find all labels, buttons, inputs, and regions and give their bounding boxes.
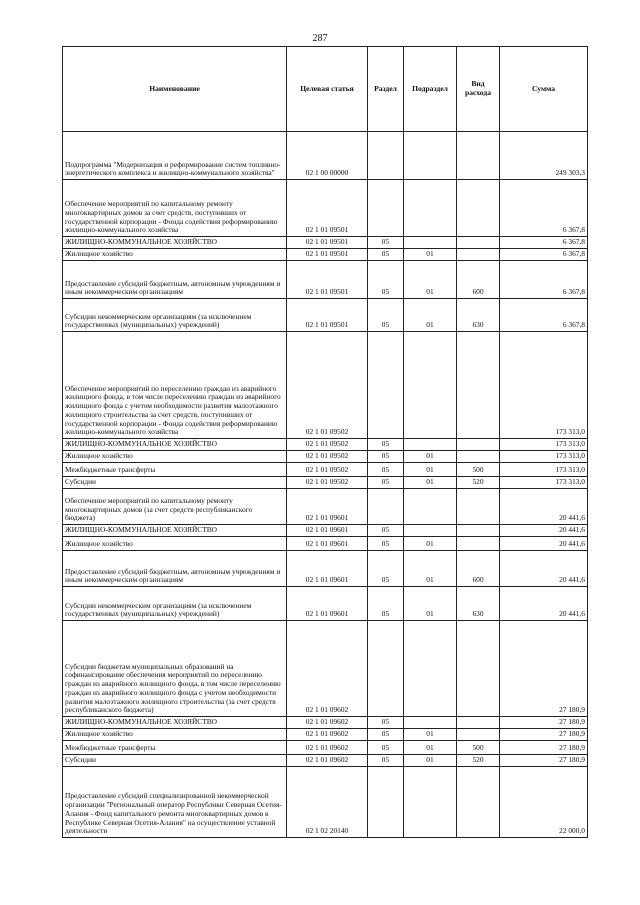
row-name: Обеспечение мероприятий по переселению граждан из аварийного жилищного фонда, в том числе переселению граждан из аварийного жилищного фонда с учетом необходимости развития малоэтажного жилищного строительства за счет средств, поступивших от государственной корпорации - Фонда содействия реформированию жилищно-коммунального хозяйства [63, 332, 287, 439]
row-subsection [404, 525, 457, 537]
row-code: 02 1 01 09602 [287, 717, 368, 729]
row-code: 02 1 01 09501 [287, 261, 368, 299]
row-section: 05 [368, 477, 404, 489]
row-expense-type: 630 [457, 587, 500, 621]
row-amount: 20 441,6 [500, 525, 588, 537]
table-body [63, 132, 588, 838]
row-subsection: 01 [404, 477, 457, 489]
row-subsection [404, 439, 457, 451]
table-row [63, 537, 588, 551]
row-subsection [404, 332, 457, 439]
row-amount: 22 000,0 [500, 767, 588, 838]
row-subsection: 01 [404, 587, 457, 621]
row-subsection: 01 [404, 755, 457, 767]
table-row [63, 717, 588, 729]
table-row [63, 587, 588, 621]
row-amount: 27 180,9 [500, 755, 588, 767]
row-amount: 249 303,3 [500, 132, 588, 180]
row-expense-type [457, 451, 500, 463]
row-section [368, 332, 404, 439]
row-code: 02 1 01 09602 [287, 755, 368, 767]
row-section: 05 [368, 537, 404, 551]
table-row [63, 249, 588, 261]
row-section [368, 767, 404, 838]
row-section: 05 [368, 755, 404, 767]
row-code: 02 1 01 09501 [287, 180, 368, 237]
table-row [63, 463, 588, 477]
row-expense-type [457, 237, 500, 249]
row-code: 02 1 01 09501 [287, 237, 368, 249]
row-amount: 27 180,9 [500, 717, 588, 729]
row-name: Межбюджетные трансферты [63, 463, 287, 477]
row-code: 02 1 01 09502 [287, 463, 368, 477]
table-row [63, 439, 588, 451]
row-subsection: 01 [404, 537, 457, 551]
row-code: 02 1 01 09502 [287, 439, 368, 451]
row-name: Предоставление субсидий бюджетным, автономным учреждениям и иным некоммерческим организациям [63, 551, 287, 587]
row-name: ЖИЛИЩНО-КОММУНАЛЬНОЕ ХОЗЯЙСТВО [63, 525, 287, 537]
row-expense-type: 600 [457, 551, 500, 587]
row-code: 02 1 01 09502 [287, 332, 368, 439]
row-section [368, 132, 404, 180]
table-row [63, 261, 588, 299]
row-subsection [404, 621, 457, 717]
row-subsection [404, 489, 457, 525]
row-name: Субсидии некоммерческим организациям (за исключением государственных (муниципальных) учреждений) [63, 587, 287, 621]
row-name: Обеспечение мероприятий по капитальному ремонту многоквартирных домов (за счет средств республиканского бюджета) [63, 489, 287, 525]
row-amount: 27 180,9 [500, 741, 588, 755]
table-row [63, 451, 588, 463]
row-section [368, 621, 404, 717]
row-amount: 173 313,0 [500, 451, 588, 463]
row-section: 05 [368, 451, 404, 463]
header-amount: Сумма [500, 47, 588, 132]
row-amount: 173 313,0 [500, 463, 588, 477]
row-amount: 173 313,0 [500, 477, 588, 489]
row-subsection: 01 [404, 463, 457, 477]
header-code: Целевая статья [287, 47, 368, 132]
row-subsection [404, 180, 457, 237]
table-row [63, 755, 588, 767]
header-name: Наименование [63, 47, 287, 132]
row-expense-type [457, 132, 500, 180]
table-row [63, 299, 588, 332]
row-amount: 27 180,9 [500, 621, 588, 717]
row-name: Жилищное хозяйство [63, 537, 287, 551]
row-expense-type: 500 [457, 463, 500, 477]
row-code: 02 1 01 09602 [287, 741, 368, 755]
row-code: 02 1 00 00000 [287, 132, 368, 180]
row-amount: 6 367,8 [500, 299, 588, 332]
table-row [63, 741, 588, 755]
table-row [63, 489, 588, 525]
row-amount: 6 367,8 [500, 237, 588, 249]
table-row [63, 621, 588, 717]
table-header [63, 47, 588, 132]
row-name: Обеспечение мероприятий по капитальному ремонту многоквартирных домов за счет средств, поступивших от государственной корпорации - Фонда содействия реформированию жилищно-коммунального хозяйства [63, 180, 287, 237]
table-row [63, 237, 588, 249]
row-name: Субсидии [63, 755, 287, 767]
row-subsection: 01 [404, 741, 457, 755]
row-amount: 20 441,6 [500, 551, 588, 587]
row-expense-type: 630 [457, 299, 500, 332]
row-code: 02 1 01 09601 [287, 525, 368, 537]
row-section: 05 [368, 249, 404, 261]
row-expense-type [457, 729, 500, 741]
row-section: 05 [368, 551, 404, 587]
page-number: 287 [312, 33, 328, 44]
row-subsection: 01 [404, 551, 457, 587]
row-expense-type [457, 525, 500, 537]
row-name: Жилищное хозяйство [63, 249, 287, 261]
row-amount: 6 367,8 [500, 180, 588, 237]
table-row [63, 332, 588, 439]
row-code: 02 1 01 09601 [287, 587, 368, 621]
row-name: Субсидии [63, 477, 287, 489]
row-subsection [404, 767, 457, 838]
header-expense-type: Вид расхода [457, 47, 500, 132]
row-code: 02 1 01 09601 [287, 551, 368, 587]
row-name: Межбюджетные трансферты [63, 741, 287, 755]
row-expense-type [457, 717, 500, 729]
row-amount: 20 441,6 [500, 489, 588, 525]
table-row [63, 767, 588, 838]
row-code: 02 1 01 09601 [287, 489, 368, 525]
table-row [63, 525, 588, 537]
row-expense-type [457, 249, 500, 261]
row-section [368, 489, 404, 525]
row-name: Подпрограмма "Модернизация и реформирование систем топливно-энергетического комплекса и жилищно-коммунального хозяйства" [63, 132, 287, 180]
header-subsection: Подраздел [404, 47, 457, 132]
row-subsection: 01 [404, 451, 457, 463]
row-code: 02 1 01 09502 [287, 477, 368, 489]
row-name: ЖИЛИЩНО-КОММУНАЛЬНОЕ ХОЗЯЙСТВО [63, 237, 287, 249]
row-amount: 6 367,8 [500, 261, 588, 299]
row-code: 02 1 01 09501 [287, 299, 368, 332]
row-amount: 173 313,0 [500, 439, 588, 451]
row-section [368, 180, 404, 237]
row-expense-type: 500 [457, 741, 500, 755]
table-row [63, 132, 588, 180]
row-amount: 27 180,9 [500, 729, 588, 741]
row-section: 05 [368, 463, 404, 477]
row-name: Предоставление субсидий специализированной некоммерческой организации "Региональный оператор Республики Северная Осетия-Алания - Фонд капитального ремонта многоквартирных домов в Республике Северная Осетия-Алания" на осуществление уставной деятельности [63, 767, 287, 838]
row-subsection: 01 [404, 299, 457, 332]
row-subsection [404, 237, 457, 249]
row-code: 02 1 01 09602 [287, 621, 368, 717]
budget-table [62, 46, 588, 838]
row-expense-type: 520 [457, 755, 500, 767]
row-subsection [404, 717, 457, 729]
row-section: 05 [368, 741, 404, 755]
row-name: Предоставление субсидий бюджетным, автономным учреждениям и иным некоммерческим организациям [63, 261, 287, 299]
row-section: 05 [368, 717, 404, 729]
row-code: 02 1 02 20140 [287, 767, 368, 838]
row-section: 05 [368, 439, 404, 451]
row-code: 02 1 01 09501 [287, 249, 368, 261]
row-amount: 6 367,8 [500, 249, 588, 261]
row-name: Жилищное хозяйство [63, 451, 287, 463]
row-subsection [404, 132, 457, 180]
row-code: 02 1 01 09601 [287, 537, 368, 551]
row-name: Субсидии бюджетам муниципальных образований на софинансирование обеспечения мероприятий по переселению граждан из аварийного жилищного фонда, в том числе переселению граждан из аварийного жилищного фонда с учетом необходимости развития малоэтажного жилищного строительства (за счет средств республиканского бюджета) [63, 621, 287, 717]
row-expense-type: 600 [457, 261, 500, 299]
row-expense-type [457, 767, 500, 838]
row-amount: 20 441,6 [500, 587, 588, 621]
row-section: 05 [368, 729, 404, 741]
row-expense-type [457, 537, 500, 551]
row-section: 05 [368, 525, 404, 537]
row-expense-type [457, 621, 500, 717]
row-name: ЖИЛИЩНО-КОММУНАЛЬНОЕ ХОЗЯЙСТВО [63, 439, 287, 451]
table-row [63, 729, 588, 741]
row-name: ЖИЛИЩНО-КОММУНАЛЬНОЕ ХОЗЯЙСТВО [63, 717, 287, 729]
table-row [63, 551, 588, 587]
table-row [63, 477, 588, 489]
row-code: 02 1 01 09502 [287, 451, 368, 463]
row-subsection: 01 [404, 729, 457, 741]
row-subsection: 01 [404, 261, 457, 299]
table-row [63, 180, 588, 237]
row-expense-type [457, 332, 500, 439]
row-section: 05 [368, 587, 404, 621]
header-section: Раздел [368, 47, 404, 132]
row-expense-type [457, 489, 500, 525]
row-section: 05 [368, 261, 404, 299]
row-amount: 173 313,0 [500, 332, 588, 439]
row-name: Субсидии некоммерческим организациям (за исключением государственных (муниципальных) учреждений) [63, 299, 287, 332]
row-expense-type: 520 [457, 477, 500, 489]
row-amount: 20 441,6 [500, 537, 588, 551]
row-code: 02 1 01 09602 [287, 729, 368, 741]
row-name: Жилищное хозяйство [63, 729, 287, 741]
row-section: 05 [368, 299, 404, 332]
row-section: 05 [368, 237, 404, 249]
row-expense-type [457, 439, 500, 451]
row-expense-type [457, 180, 500, 237]
row-subsection: 01 [404, 249, 457, 261]
